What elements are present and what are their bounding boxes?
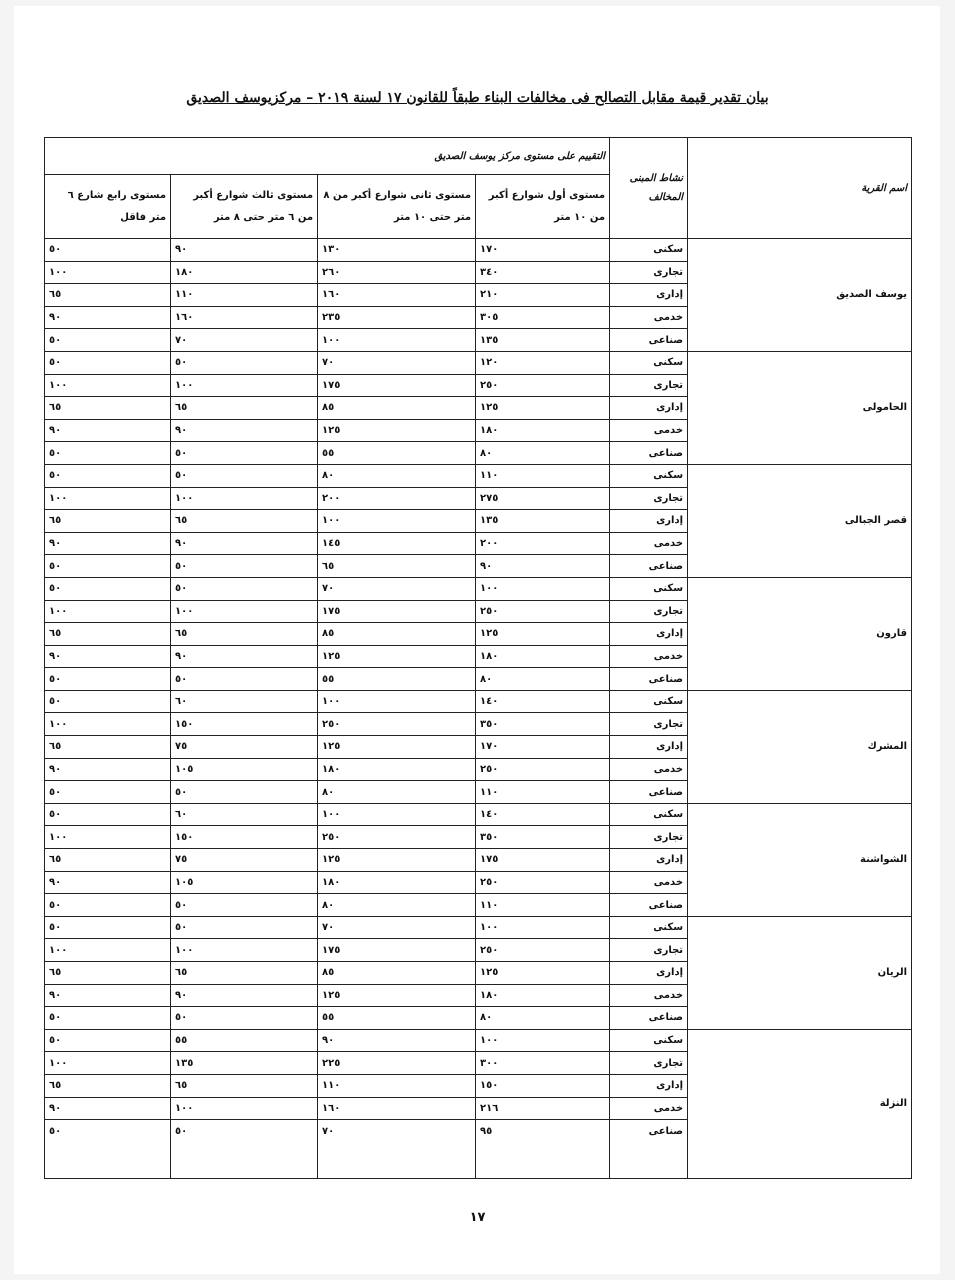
activity-cell: إدارى: [610, 284, 688, 307]
level-3-value: ٥٠: [171, 351, 318, 374]
level-1-value: ٢٥٠: [476, 758, 610, 781]
level-2-value: ٧٠: [318, 1120, 476, 1179]
level-2-value: ١٢٥: [318, 419, 476, 442]
level-4-value: ٩٠: [45, 758, 171, 781]
level-2-value: ٢٦٠: [318, 261, 476, 284]
evaluation-header: التقييم على مستوى مركز يوسف الصديق: [45, 138, 610, 175]
level-2-value: ٨٠: [318, 464, 476, 487]
level-2-value: ١٧٥: [318, 374, 476, 397]
level-4-value: ٥٠: [45, 351, 171, 374]
level-2-value: ٧٠: [318, 577, 476, 600]
level-4-value: ٥٠: [45, 1007, 171, 1030]
level-2-value: ٥٥: [318, 442, 476, 465]
level-3-value: ١٠٠: [171, 1097, 318, 1120]
activity-cell: صناعى: [610, 781, 688, 804]
level-1-value: ١٠٠: [476, 916, 610, 939]
level-3-value: ٧٥: [171, 849, 318, 872]
level-1-value: ٢٥٠: [476, 871, 610, 894]
level-4-value: ٦٥: [45, 1074, 171, 1097]
activity-cell: صناعى: [610, 555, 688, 578]
level-3-value: ١٥٠: [171, 826, 318, 849]
level-3-value: ١٥٠: [171, 713, 318, 736]
level-1-value: ١٣٥: [476, 510, 610, 533]
level-3-value: ٦٠: [171, 690, 318, 713]
level-1-value: ١٢٥: [476, 397, 610, 420]
level-4-value: ٩٠: [45, 645, 171, 668]
level-1-value: ١٢٥: [476, 623, 610, 646]
activity-cell: تجارى: [610, 939, 688, 962]
level-2-value: ٢٠٠: [318, 487, 476, 510]
level-1-value: ٨٠: [476, 668, 610, 691]
level-3-value: ٦٠: [171, 803, 318, 826]
level-4-value: ٩٠: [45, 532, 171, 555]
activity-header: نشاط المبنى المخالف: [610, 138, 688, 239]
level-1-value: ٢٥٠: [476, 374, 610, 397]
level-3-value: ١٨٠: [171, 261, 318, 284]
level-1-value: ١٥٠: [476, 1074, 610, 1097]
level-4-value: ٩٠: [45, 419, 171, 442]
level-1-value: ٨٠: [476, 442, 610, 465]
activity-cell: خدمى: [610, 645, 688, 668]
level-3-value: ٧٥: [171, 736, 318, 759]
level-4-value: ٥٠: [45, 1120, 171, 1179]
level-3-value: ١١٠: [171, 284, 318, 307]
activity-cell: إدارى: [610, 510, 688, 533]
activity-cell: خدمى: [610, 758, 688, 781]
level-2-value: ٨٥: [318, 397, 476, 420]
level-1-value: ٢٥٠: [476, 939, 610, 962]
level-4-value: ١٠٠: [45, 1052, 171, 1075]
level-1-value: ٢٧٥: [476, 487, 610, 510]
activity-cell: إدارى: [610, 736, 688, 759]
level-2-value: ١٧٥: [318, 600, 476, 623]
level-1-value: ٣٥٠: [476, 713, 610, 736]
level-4-value: ٦٥: [45, 962, 171, 985]
level-2-value: ١٣٠: [318, 239, 476, 262]
level-4-value: ٩٠: [45, 871, 171, 894]
level-4-value: ٥٠: [45, 668, 171, 691]
level-4-value: ٥٠: [45, 329, 171, 352]
level-3-value: ٧٠: [171, 329, 318, 352]
level-3-value: ١٠٠: [171, 939, 318, 962]
level-3-value: ٥٠: [171, 442, 318, 465]
level-4-value: ٥٠: [45, 555, 171, 578]
level-1-header: مستوى أول شوارع أكبر من ١٠ متر: [476, 175, 610, 239]
activity-cell: تجارى: [610, 826, 688, 849]
level-2-value: ١٢٥: [318, 645, 476, 668]
activity-cell: سكنى: [610, 464, 688, 487]
level-3-value: ٩٠: [171, 532, 318, 555]
activity-cell: صناعى: [610, 894, 688, 917]
activity-cell: إدارى: [610, 849, 688, 872]
level-3-value: ٦٥: [171, 397, 318, 420]
level-3-value: ٦٥: [171, 623, 318, 646]
page-number: ١٧: [469, 1210, 486, 1225]
table-row: [45, 916, 912, 939]
level-2-value: ١٠٠: [318, 690, 476, 713]
activity-cell: تجارى: [610, 487, 688, 510]
level-1-value: ١١٠: [476, 464, 610, 487]
village-name: قارون: [688, 577, 912, 690]
level-4-value: ٦٥: [45, 849, 171, 872]
level-1-value: ٩٠: [476, 555, 610, 578]
activity-cell: تجارى: [610, 600, 688, 623]
level-4-value: ١٠٠: [45, 939, 171, 962]
level-1-value: ١٨٠: [476, 645, 610, 668]
level-2-value: ٨٥: [318, 962, 476, 985]
village-name: المشرك: [688, 690, 912, 803]
level-2-value: ١٤٥: [318, 532, 476, 555]
activity-cell: إدارى: [610, 623, 688, 646]
level-3-value: ٥٠: [171, 916, 318, 939]
activity-cell: صناعى: [610, 1007, 688, 1030]
level-1-value: ٢٠٠: [476, 532, 610, 555]
level-2-value: ٥٥: [318, 668, 476, 691]
level-2-value: ١٠٠: [318, 510, 476, 533]
activity-cell: خدمى: [610, 871, 688, 894]
level-4-value: ٥٠: [45, 803, 171, 826]
level-3-value: ٩٠: [171, 239, 318, 262]
level-2-value: ٢٢٥: [318, 1052, 476, 1075]
level-4-value: ٩٠: [45, 306, 171, 329]
activity-cell: سكنى: [610, 690, 688, 713]
activity-cell: سكنى: [610, 803, 688, 826]
level-1-value: ١٧٥: [476, 849, 610, 872]
activity-cell: تجارى: [610, 713, 688, 736]
level-4-value: ٥٠: [45, 690, 171, 713]
level-2-value: ٨٠: [318, 781, 476, 804]
level-4-value: ١٠٠: [45, 600, 171, 623]
level-3-header: مستوى ثالث شوارع أكبر من ٦ متر حتى ٨ متر: [171, 175, 318, 239]
level-4-value: ٦٥: [45, 510, 171, 533]
level-4-value: ٥٠: [45, 239, 171, 262]
level-4-value: ٩٠: [45, 984, 171, 1007]
village-name: النزلة: [688, 1029, 912, 1178]
level-1-value: ٣٠٠: [476, 1052, 610, 1075]
level-1-value: ١٨٠: [476, 984, 610, 1007]
level-1-value: ٣٤٠: [476, 261, 610, 284]
level-2-value: ١٠٠: [318, 329, 476, 352]
level-2-value: ٧٠: [318, 916, 476, 939]
level-2-value: ١٢٥: [318, 736, 476, 759]
level-4-value: ١٠٠: [45, 487, 171, 510]
level-3-value: ١٣٥: [171, 1052, 318, 1075]
level-1-value: ١٧٠: [476, 239, 610, 262]
level-1-value: ٨٠: [476, 1007, 610, 1030]
level-3-value: ١٦٠: [171, 306, 318, 329]
level-1-value: ٣٥٠: [476, 826, 610, 849]
level-2-value: ١٧٥: [318, 939, 476, 962]
level-3-value: ١٠٠: [171, 600, 318, 623]
village-header: اسم القرية: [688, 138, 912, 239]
activity-cell: سكنى: [610, 1029, 688, 1052]
level-3-value: ٥٠: [171, 464, 318, 487]
level-2-value: ٦٥: [318, 555, 476, 578]
level-4-value: ٩٠: [45, 1097, 171, 1120]
level-3-value: ٩٠: [171, 984, 318, 1007]
level-3-value: ١٠٥: [171, 871, 318, 894]
level-3-value: ١٠٠: [171, 374, 318, 397]
level-3-value: ٥٠: [171, 1120, 318, 1179]
village-name: الريان: [688, 916, 912, 1029]
level-3-value: ٥٠: [171, 577, 318, 600]
level-1-value: ١٠٠: [476, 1029, 610, 1052]
level-2-value: ١٠٠: [318, 803, 476, 826]
table-row: [45, 803, 912, 826]
header-row-1: [45, 138, 912, 175]
level-3-value: ١٠٠: [171, 487, 318, 510]
level-1-value: ١٣٥: [476, 329, 610, 352]
level-1-value: ١٢٥: [476, 962, 610, 985]
activity-cell: خدمى: [610, 1097, 688, 1120]
level-3-value: ٥٠: [171, 555, 318, 578]
activity-cell: إدارى: [610, 962, 688, 985]
activity-cell: تجارى: [610, 374, 688, 397]
level-2-value: ١٢٥: [318, 849, 476, 872]
level-3-value: ٥٥: [171, 1029, 318, 1052]
level-3-value: ٥٠: [171, 668, 318, 691]
document-title: بيان تقدير قيمة مقابل التصالح فى مخالفات البناء طبقاً للقانون ١٧ لسنة ٢٠١٩ – مركزيوسف الصديق: [186, 90, 769, 106]
level-4-value: ٥٠: [45, 894, 171, 917]
level-1-value: ١١٠: [476, 781, 610, 804]
level-1-value: ١٤٠: [476, 803, 610, 826]
level-2-header: مستوى ثانى شوارع أكبر من ٨ متر حتى ١٠ متر: [318, 175, 476, 239]
village-name: قصر الجبالى: [688, 464, 912, 577]
level-4-value: ٥٠: [45, 442, 171, 465]
activity-cell: صناعى: [610, 442, 688, 465]
activity-cell: تجارى: [610, 1052, 688, 1075]
level-2-value: ١٨٠: [318, 758, 476, 781]
level-1-value: ٩٥: [476, 1120, 610, 1179]
level-2-value: ٢٣٥: [318, 306, 476, 329]
level-4-value: ١٠٠: [45, 826, 171, 849]
level-2-value: ٢٥٠: [318, 826, 476, 849]
level-3-value: ٦٥: [171, 1074, 318, 1097]
table-row: [45, 577, 912, 600]
level-4-header: مستوى رابع شارع ٦ متر فاقل: [45, 175, 171, 239]
table-row: [45, 239, 912, 262]
activity-cell: خدمى: [610, 419, 688, 442]
activity-cell: سكنى: [610, 239, 688, 262]
level-2-value: ٨٥: [318, 623, 476, 646]
table-row: [45, 1029, 912, 1052]
activity-cell: سكنى: [610, 577, 688, 600]
level-1-value: ١٠٠: [476, 577, 610, 600]
level-3-value: ٩٠: [171, 645, 318, 668]
level-2-value: ١٦٠: [318, 1097, 476, 1120]
level-3-value: ٥٠: [171, 1007, 318, 1030]
level-3-value: ٥٠: [171, 894, 318, 917]
village-name: الحامولى: [688, 351, 912, 464]
level-2-value: ٩٠: [318, 1029, 476, 1052]
table-row: [45, 351, 912, 374]
level-1-value: ٢١٠: [476, 284, 610, 307]
level-2-value: ١٦٠: [318, 284, 476, 307]
activity-cell: إدارى: [610, 1074, 688, 1097]
level-4-value: ٥٠: [45, 1029, 171, 1052]
table-row: [45, 464, 912, 487]
level-2-value: ١٨٠: [318, 871, 476, 894]
valuation-table: [44, 137, 912, 1179]
level-1-value: ١١٠: [476, 894, 610, 917]
level-4-value: ٦٥: [45, 284, 171, 307]
activity-cell: صناعى: [610, 329, 688, 352]
level-1-value: ٣٠٥: [476, 306, 610, 329]
level-4-value: ٥٠: [45, 781, 171, 804]
level-1-value: ١٨٠: [476, 419, 610, 442]
village-name: الشواشنة: [688, 803, 912, 916]
level-3-value: ٥٠: [171, 781, 318, 804]
level-2-value: ١١٠: [318, 1074, 476, 1097]
level-1-value: ٢١٦: [476, 1097, 610, 1120]
level-3-value: ٦٥: [171, 962, 318, 985]
level-4-value: ١٠٠: [45, 713, 171, 736]
activity-cell: سكنى: [610, 351, 688, 374]
level-3-value: ٦٥: [171, 510, 318, 533]
activity-cell: خدمى: [610, 306, 688, 329]
level-4-value: ١٠٠: [45, 374, 171, 397]
table-body: [45, 239, 912, 1179]
village-name: يوسف الصديق: [688, 239, 912, 352]
level-4-value: ٥٠: [45, 577, 171, 600]
level-4-value: ٦٥: [45, 736, 171, 759]
activity-cell: صناعى: [610, 668, 688, 691]
level-2-value: ٧٠: [318, 351, 476, 374]
level-2-value: ٥٥: [318, 1007, 476, 1030]
level-3-value: ١٠٥: [171, 758, 318, 781]
level-2-value: ٢٥٠: [318, 713, 476, 736]
level-1-value: ١٧٠: [476, 736, 610, 759]
level-1-value: ١٢٠: [476, 351, 610, 374]
level-3-value: ٩٠: [171, 419, 318, 442]
level-4-value: ٥٠: [45, 464, 171, 487]
level-4-value: ١٠٠: [45, 261, 171, 284]
activity-cell: إدارى: [610, 397, 688, 420]
activity-cell: صناعى: [610, 1120, 688, 1179]
level-1-value: ٢٥٠: [476, 600, 610, 623]
level-2-value: ٨٠: [318, 894, 476, 917]
level-4-value: ٦٥: [45, 623, 171, 646]
activity-cell: تجارى: [610, 261, 688, 284]
activity-cell: خدمى: [610, 984, 688, 1007]
activity-cell: سكنى: [610, 916, 688, 939]
level-4-value: ٥٠: [45, 916, 171, 939]
level-4-value: ٦٥: [45, 397, 171, 420]
table-row: [45, 690, 912, 713]
level-1-value: ١٤٠: [476, 690, 610, 713]
activity-cell: خدمى: [610, 532, 688, 555]
level-2-value: ١٢٥: [318, 984, 476, 1007]
